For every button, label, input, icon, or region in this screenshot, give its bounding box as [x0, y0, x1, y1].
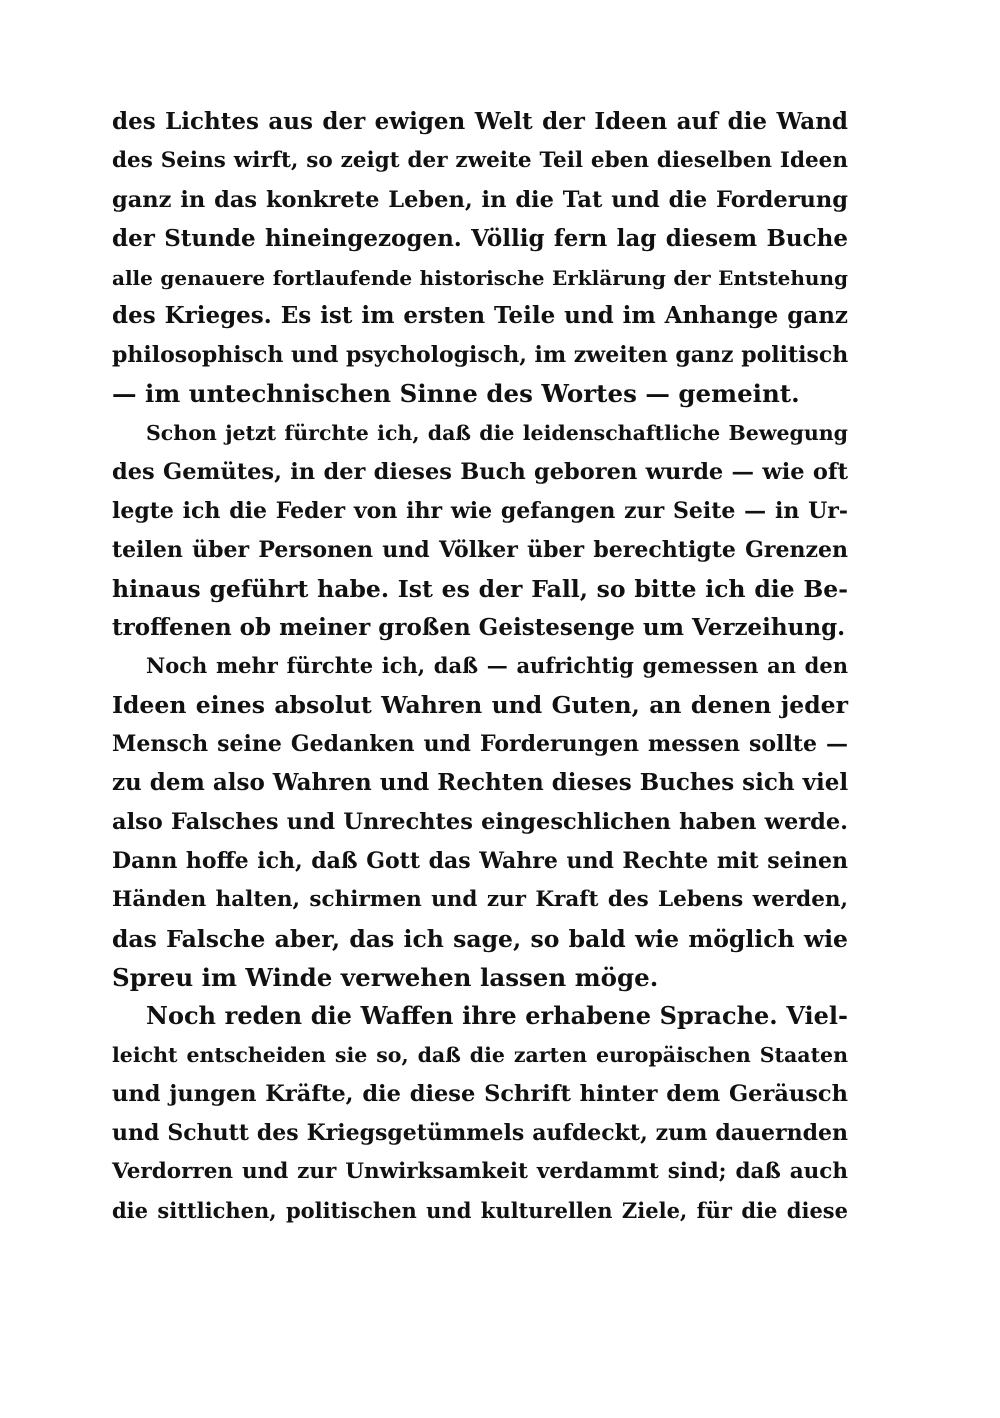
text-line: leicht entscheiden sie so, daß die zarten europäischen Staaten: [112, 1043, 848, 1068]
text-line: und Schutt des Kriegsgetümmels aufdeckt, zum dauernden: [112, 1120, 848, 1147]
text-line: die sittlichen, politischen und kulturellen Ziele, für die diese: [112, 1197, 848, 1223]
text-line: ganz in das konkrete Leben, in die Tat und die Forderung: [112, 186, 848, 213]
text-line: des Seins wirft, so zeigt der zweite Teil eben dieselben Ideen: [112, 147, 848, 173]
text-line: des Lichtes aus der ewigen Welt der Ideen auf die Wand: [112, 108, 848, 135]
text-line: philosophisch und psychologisch, im zweiten ganz politisch: [112, 342, 849, 369]
text-line: Spreu im Winde verwehen lassen möge.: [112, 962, 659, 992]
text-line: Dann hoffe ich, daß Gott das Wahre und Rechte mit seinen: [112, 847, 848, 874]
text-line: also Falsches und Unrechtes eingeschlichen haben werde.: [112, 809, 848, 836]
text-line: das Falsche aber, das ich sage, so bald wie möglich wie: [112, 924, 848, 953]
text-line: Noch mehr fürchte ich, daß — aufrichtig gemessen an den: [146, 653, 848, 679]
text-line: teilen über Personen und Völker über berechtigte Grenzen: [112, 536, 848, 563]
text-line: Händen halten, schirmen und zur Kraft des Lebens werden,: [112, 886, 848, 912]
text-line: Schon jetzt fürchte ich, daß die leidenschaftliche Bewegung: [146, 421, 848, 446]
text-line: troffenen ob meiner großen Geistesenge um Verzeihung.: [112, 613, 846, 641]
text-line: Ideen eines absolut Wahren und Guten, an denen jeder: [112, 691, 848, 720]
text-line: des Krieges. Es ist im ersten Teile und im Anhange ganz: [112, 302, 848, 330]
text-line: zu dem also Wahren und Rechten dieses Buches sich viel: [112, 769, 849, 797]
text-line: hinaus geführt habe. Ist es der Fall, so bitte ich die Be-: [112, 574, 848, 603]
text-line: alle genauere fortlaufende historische Erklärung der Entstehung: [112, 265, 848, 290]
text-line: des Gemütes, in der dieses Buch geboren wurde — wie oft: [112, 459, 848, 486]
text-line: der Stunde hineingezogen. Völlig fern lag diesem Buche: [112, 224, 848, 252]
text-line: Verdorren und zur Unwirksamkeit verdammt sind; daß auch: [112, 1159, 848, 1185]
body-text: [112, 103, 848, 1231]
text-line: und jungen Kräfte, die diese Schrift hinter dem Geräusch: [112, 1081, 848, 1108]
text-line: — im untechnischen Sinne des Wortes — gemeint.: [112, 379, 800, 409]
text-line: Noch reden die Waffen ihre erhabene Sprache. Viel-: [146, 1001, 848, 1031]
text-line: Mensch seine Gedanken und Forderungen messen sollte —: [112, 731, 848, 758]
text-line: legte ich die Feder von ihr wie gefangen zur Seite — in Ur-: [112, 497, 848, 524]
